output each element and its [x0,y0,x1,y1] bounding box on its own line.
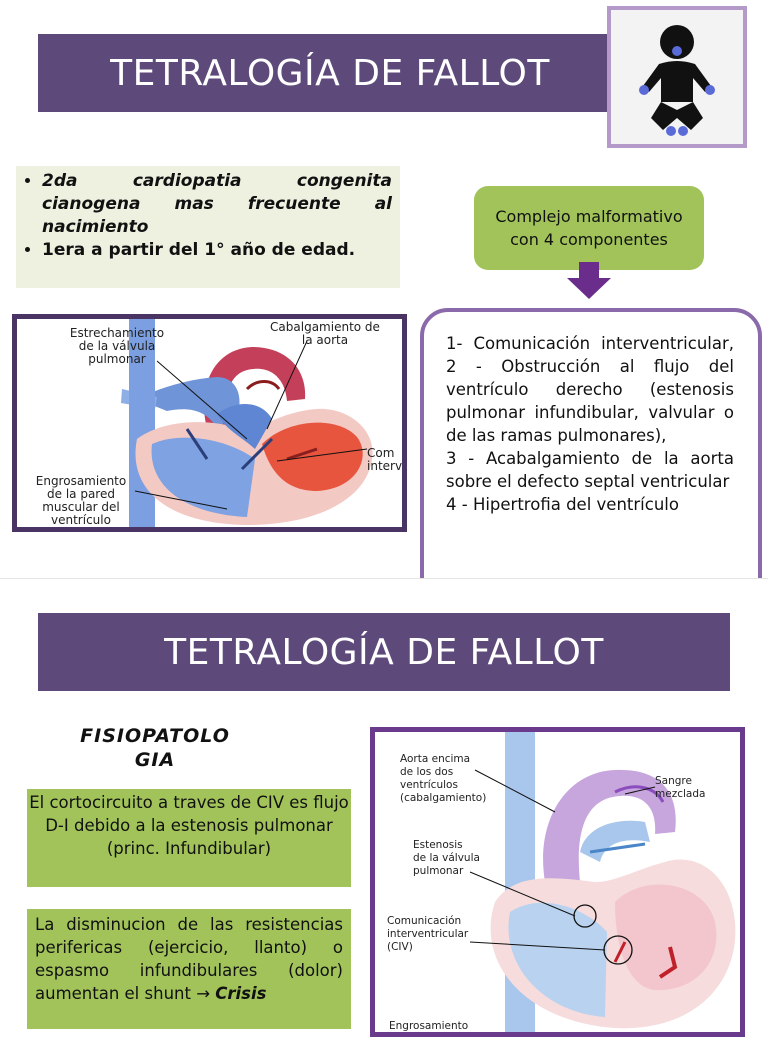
label-stenosis: Estenosis [413,839,463,851]
label-mixed-blood: Sangre [655,775,692,787]
label-civ: Com [367,446,395,460]
label-aorta: la aorta [301,333,349,347]
label-wall: muscular del [42,500,120,514]
component-item: 2 - Obstrucción al flujo del ventrículo derecho (estenosis pulmonar infundibular, valvular o de las ramas pulmonares), [446,357,734,445]
label-wall: ventrículo [51,513,111,527]
label-aorta: (cabalgamiento) [400,792,487,804]
baby-icon [607,6,747,148]
component-item: 3 - Acabalgamiento de la aorta sobre el defecto septal ventricular [446,449,734,491]
label-wall: Engrosamiento [35,474,127,488]
label-aorta: de los dos [400,766,454,778]
down-arrow-icon [566,262,612,300]
label-wall: de la pared [47,487,115,501]
component-item: 4 - Hipertrofia del ventrículo [446,495,679,514]
label-civ: (CIV) [387,941,413,953]
slide-2-title: TETRALOGÍA DE FALLOT [38,613,730,691]
slide-2 [0,578,768,1032]
label-aorta: Aorta encima [400,753,471,765]
heart-diagram-2 [370,727,745,1037]
label-civ: interventricular [387,928,469,940]
label-mixed-blood: mezclada [655,788,706,800]
label-civ: Comunicación [387,915,462,927]
heart-diagram-1 [12,314,407,532]
label-stenosis: de la válvula [78,339,156,353]
label-stenosis: pulmonar [413,865,464,877]
label-wall: Engrosamiento [389,1020,469,1032]
intro-bullets [16,166,400,288]
crisis-explanation-box: La disminucion de las resistencias perifericas (ejercicio, llanto) o espasmo infundibulares (dolor) aumentan el shunt → Crisis [27,909,351,1029]
complex-summary-box: Complejo malformativo con 4 componentes [474,186,704,270]
section-heading: FISIOPATOLO GIA [80,725,230,771]
label-civ: interv [367,459,403,473]
label-aorta: ventrículos [400,779,458,791]
bullet-item: • 1era a partir del 1° año de edad. [42,239,392,262]
label-stenosis: Estrechamiento [69,326,165,340]
components-list [420,308,762,608]
component-item: 1- Comunicación interventricular, [446,334,734,353]
label-stenosis: de la válvula [413,852,480,864]
slide-1-title: TETRALOGÍA DE FALLOT [38,34,622,112]
bullet-item: • 2da cardiopatia congenita cianogena mas frecuente al nacimiento [42,170,392,239]
label-aorta: Cabalgamiento de [270,320,380,334]
shunt-explanation-box: El cortocircuito a traves de CIV es flujo D-I debido a la estenosis pulmonar (princ. Infundibular) [27,789,351,887]
label-stenosis: pulmonar [88,352,146,366]
